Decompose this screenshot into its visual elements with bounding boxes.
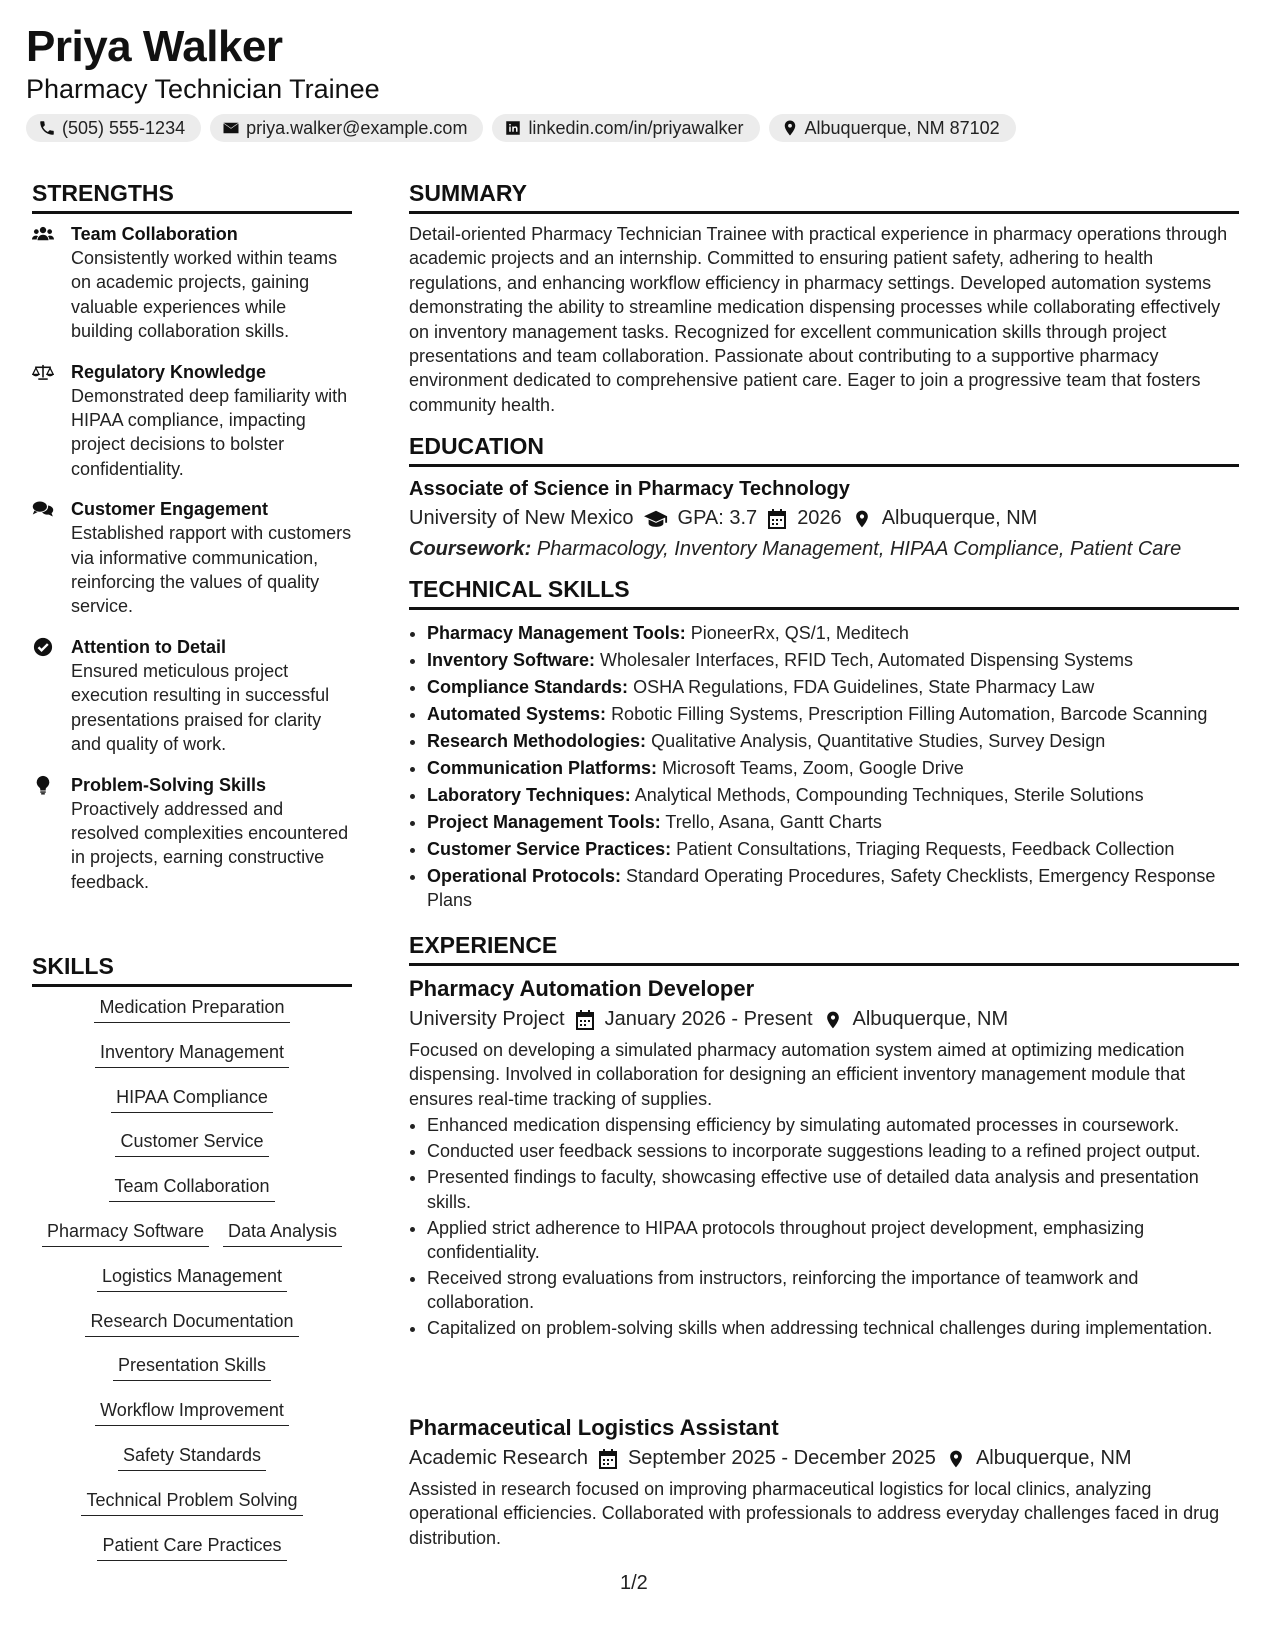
job-meta xyxy=(409,1008,1239,1031)
skill-values: Qualitative Analysis, Quantitative Studies, Survey Design xyxy=(651,731,1106,751)
list-item xyxy=(427,783,1239,807)
summary-text: Detail-oriented Pharmacy Technician Trainee with practical experience in pharmacy operations through academic projects and an internship. Committed to ensuring patient safety, adhering to health regulations, and enhancing workflow efficiency in pharmacy settings. Developed automation systems demonstrating the ability to streamline medication dispensing processes while collaborating effectively on inventory management tasks. Recognized for excellent communication skills through project presentations and team collaboration. Passionate about contributing to a supportive pharmacy environment dedicated to comprehensive patient care. Eager to join a progressive team that fosters community health. xyxy=(409,224,1228,415)
list-item xyxy=(427,702,1239,726)
skills-heading: SKILLS xyxy=(32,953,352,987)
map-pin-icon xyxy=(946,1449,966,1469)
skill-values: Wholesaler Interfaces, RFID Tech, Automated Dispensing Systems xyxy=(600,650,1133,670)
list-item xyxy=(427,675,1239,699)
gpa-text: GPA: 3.7 xyxy=(677,507,758,529)
list-item xyxy=(427,864,1239,913)
skill-tag: Team Collaboration xyxy=(109,1175,274,1202)
strength-item xyxy=(32,497,352,619)
skill-values: Standard Operating Procedures, Safety Checklists, Emergency Response Plans xyxy=(427,866,1216,911)
contact-email[interactable] xyxy=(210,114,483,142)
strength-item xyxy=(32,360,352,482)
graduation-year: 2026 xyxy=(797,507,842,529)
check-circle-icon xyxy=(32,637,54,657)
job-dates: September 2025 - December 2025 xyxy=(627,1447,936,1469)
list-item xyxy=(427,756,1239,780)
job-title: Pharmaceutical Logistics Assistant xyxy=(409,1415,779,1440)
list-item xyxy=(427,837,1239,861)
skill-values: PioneerRx, QS/1, Meditech xyxy=(690,623,909,643)
skill-values: Patient Consultations, Triaging Requests, Feedback Collection xyxy=(676,839,1175,859)
strengths-list xyxy=(32,222,352,910)
email-text: priya.walker@example.com xyxy=(246,117,468,138)
job-location: Albuquerque, NM xyxy=(852,1008,1009,1030)
phone-icon xyxy=(38,119,56,137)
location-text: Albuquerque, NM 87102 xyxy=(804,117,1000,138)
strength-title: Problem-Solving Skills xyxy=(71,774,267,795)
skill-tag: Presentation Skills xyxy=(113,1354,271,1381)
coursework-line xyxy=(409,538,1239,561)
coursework-label: Coursework: xyxy=(409,538,532,560)
contact-bar xyxy=(26,114,1016,142)
strengths-heading: STRENGTHS xyxy=(32,180,352,214)
list-item xyxy=(427,648,1239,672)
calendar-icon xyxy=(767,509,787,529)
contact-location xyxy=(769,114,1016,142)
skill-category: Inventory Software: xyxy=(427,650,596,670)
map-pin-icon xyxy=(852,509,872,529)
job-org: Academic Research xyxy=(409,1447,588,1469)
contact-linkedin[interactable] xyxy=(492,114,759,142)
strength-title: Regulatory Knowledge xyxy=(71,361,267,382)
job-org: University Project xyxy=(409,1008,565,1030)
skill-tag: Workflow Improvement xyxy=(95,1399,289,1426)
list-item xyxy=(427,621,1239,645)
skill-values: Analytical Methods, Compounding Techniques, Sterile Solutions xyxy=(634,785,1144,805)
list-item: • Applied strict adherence to HIPAA protocols throughout project development, emphasizing confidentiality. xyxy=(427,1216,1239,1265)
skill-tag: Technical Problem Solving xyxy=(81,1489,302,1516)
contact-phone[interactable] xyxy=(26,114,201,142)
job-location: Albuquerque, NM xyxy=(975,1447,1132,1469)
skill-tag: Safety Standards xyxy=(118,1444,266,1471)
phone-text: (505) 555-1234 xyxy=(62,117,186,138)
education-location: Albuquerque, NM xyxy=(881,507,1038,529)
list-item: • Presented findings to faculty, showcasing effective use of detailed data analysis and presentation skills. xyxy=(427,1165,1239,1214)
calendar-icon xyxy=(598,1449,618,1469)
list-item xyxy=(427,729,1239,753)
graduation-cap-icon xyxy=(644,509,668,529)
degree-title: Associate of Science in Pharmacy Technology xyxy=(409,478,850,500)
strength-item xyxy=(32,635,352,757)
map-pin-icon xyxy=(823,1010,843,1030)
list-item xyxy=(427,810,1239,834)
linkedin-icon xyxy=(504,119,522,137)
calendar-icon xyxy=(575,1010,595,1030)
strength-desc: Demonstrated deep familiarity with HIPAA compliance, impacting project decisions to bolster confidentiality. xyxy=(71,385,348,479)
skill-category: Automated Systems: xyxy=(427,704,607,724)
strength-title: Team Collaboration xyxy=(71,224,238,244)
summary-heading: SUMMARY xyxy=(409,180,1239,214)
linkedin-text: linkedin.com/in/priyawalker xyxy=(528,117,744,138)
skill-tag: Inventory Management xyxy=(95,1041,289,1068)
skill-category: Pharmacy Management Tools: xyxy=(427,623,686,643)
skill-category: Compliance Standards: xyxy=(427,677,629,697)
strength-desc: Proactively addressed and resolved complexities encountered in projects, earning constructive feedback. xyxy=(71,798,349,892)
map-pin-icon xyxy=(781,119,799,137)
education-entry xyxy=(409,478,1239,561)
skill-category: Research Methodologies: xyxy=(427,731,647,751)
skill-category: Laboratory Techniques: xyxy=(427,785,631,805)
candidate-name: Priya Walker xyxy=(26,22,283,71)
list-item: • Received strong evaluations from instructors, reinforcing the importance of teamwork and collaboration. xyxy=(427,1266,1239,1315)
education-meta xyxy=(409,507,1239,530)
scale-icon xyxy=(32,362,54,382)
job-description: Assisted in research focused on improving pharmaceutical logistics for local clinics, analyzing operational efficiencies. Collaborated with professionals to address everyday challenges faced in drug distribution. xyxy=(409,1479,1220,1548)
strength-desc: Consistently worked within teams on academic projects, gaining valuable experiences while building collaboration skills. xyxy=(71,248,338,342)
skill-tag: Logistics Management xyxy=(97,1265,287,1292)
skill-tag: Data Analysis xyxy=(223,1220,342,1247)
strength-desc: Ensured meticulous project execution resulting in successful presentations praised for clarity and quality of work. xyxy=(71,660,330,755)
skill-category: Operational Protocols: xyxy=(427,866,622,886)
skill-category: Communication Platforms: xyxy=(427,758,658,778)
strength-title: Attention to Detail xyxy=(71,636,226,657)
technical-skills-list xyxy=(409,621,1239,915)
list-item: • Conducted user feedback sessions to incorporate suggestions leading to a refined project output. xyxy=(427,1139,1239,1163)
job-entry xyxy=(409,1415,1239,1550)
strength-item xyxy=(32,222,352,344)
skills-list xyxy=(32,996,352,1561)
strength-title: Customer Engagement xyxy=(71,499,269,520)
list-item: • Capitalized on problem-solving skills when addressing technical challenges during implementation. xyxy=(427,1316,1239,1340)
strength-item xyxy=(32,773,352,895)
technical-skills-heading: TECHNICAL SKILLS xyxy=(409,576,1239,610)
job-meta xyxy=(409,1447,1239,1470)
skill-category: Customer Service Practices: xyxy=(427,839,672,859)
comments-icon xyxy=(32,499,54,519)
candidate-role: Pharmacy Technician Trainee xyxy=(26,74,380,104)
lightbulb-icon xyxy=(32,775,54,795)
list-item: • Enhanced medication dispensing efficiency by simulating automated processes in coursework. xyxy=(427,1113,1239,1137)
skill-tag: Research Documentation xyxy=(85,1310,298,1337)
page-number: 1/2 xyxy=(620,1572,648,1594)
job-description: Focused on developing a simulated pharmacy automation system aimed at optimizing medication dispensing. Involved in collaboration for designing an efficient inventory management module that ensures real-time tracking of supplies. xyxy=(409,1040,1186,1109)
envelope-icon xyxy=(222,119,240,137)
experience-heading: EXPERIENCE xyxy=(409,932,1239,966)
job-dates: January 2026 - Present xyxy=(604,1008,813,1030)
skill-values: OSHA Regulations, FDA Guidelines, State Pharmacy Law xyxy=(633,677,1095,697)
skill-tag: Medication Preparation xyxy=(94,996,289,1023)
strength-desc: Established rapport with customers via informative communication, reinforcing the values of quality service. xyxy=(71,523,352,617)
skill-values: Microsoft Teams, Zoom, Google Drive xyxy=(662,758,964,778)
skill-tag: HIPAA Compliance xyxy=(111,1086,273,1113)
coursework-list: Pharmacology, Inventory Management, HIPAA Compliance, Patient Care xyxy=(536,538,1182,560)
skill-values: Robotic Filling Systems, Prescription Filling Automation, Barcode Scanning xyxy=(611,704,1208,724)
skill-category: Project Management Tools: xyxy=(427,812,661,832)
school-name: University of New Mexico xyxy=(409,507,634,529)
skill-values: Trello, Asana, Gantt Charts xyxy=(665,812,882,832)
job-title: Pharmacy Automation Developer xyxy=(409,976,755,1001)
skill-tag: Customer Service xyxy=(115,1130,268,1157)
users-icon xyxy=(32,224,54,244)
skill-tag: Patient Care Practices xyxy=(97,1534,286,1561)
job-entry xyxy=(409,976,1239,1342)
skill-tag: Pharmacy Software xyxy=(42,1220,209,1247)
education-heading: EDUCATION xyxy=(409,433,1239,467)
